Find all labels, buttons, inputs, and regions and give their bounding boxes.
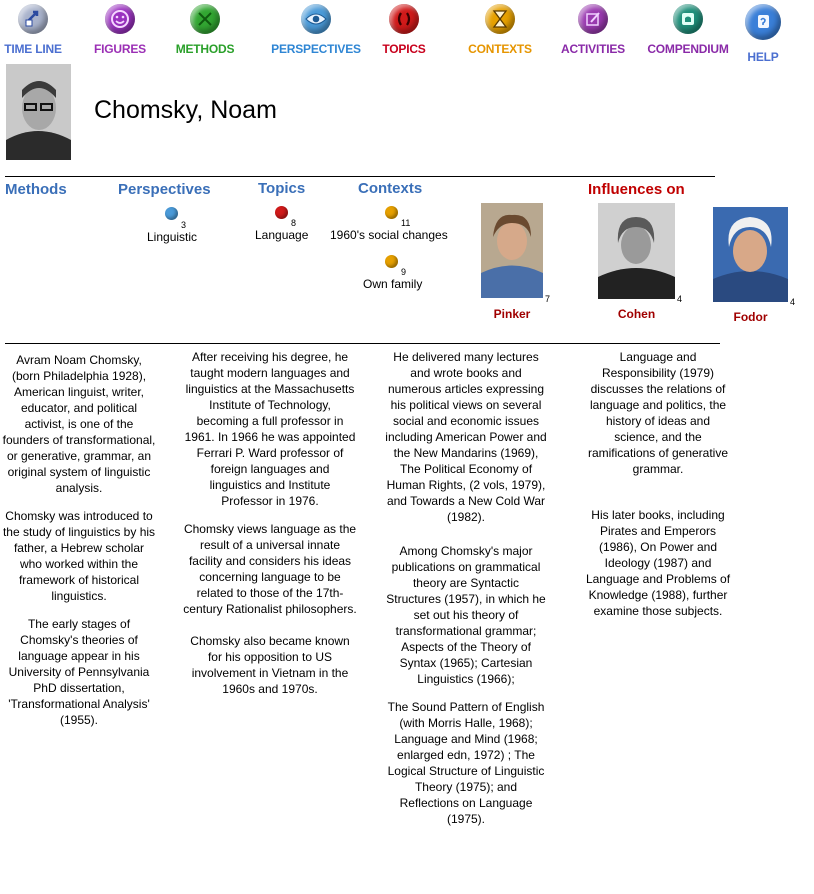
influence-name: Cohen	[617, 307, 656, 321]
nav-figures[interactable]	[88, 4, 152, 56]
influence-name: Pinker	[493, 307, 531, 321]
influence-count: 4	[790, 297, 796, 307]
pinker-photo	[481, 203, 543, 298]
nav-timeline[interactable]	[0, 4, 66, 56]
nav-activities[interactable]	[558, 4, 628, 56]
spiral-icon	[389, 4, 419, 34]
portrait-photo	[6, 64, 71, 160]
contexts-heading[interactable]: Contexts	[358, 180, 423, 197]
nav-activities-label: ACTIVITIES	[560, 42, 625, 56]
pencil-icon	[578, 4, 608, 34]
context-count: 9	[401, 267, 407, 277]
bio-column-1	[2, 352, 156, 740]
bio-paragraph: Chomsky was introduced to the study of linguistics by his father, a Hebrew scholar who worked within the framework of historical linguistics.	[2, 509, 156, 603]
context-label: 1960's social changes	[330, 228, 448, 242]
bio-column-2	[183, 349, 357, 709]
topic-label: Language	[255, 228, 309, 242]
cross-arrows-icon	[190, 4, 220, 34]
topic-count: 8	[291, 218, 297, 228]
nav-perspectives-label: PERSPECTIVES	[271, 42, 361, 56]
fodor-photo	[713, 207, 788, 302]
hourglass-icon	[385, 206, 398, 219]
divider-bottom	[5, 343, 720, 344]
bio-paragraph: Among Chomsky's major publications on grammatical theory are Syntactic Structures (1957), in which he set out his theory of transformational grammar; Aspects of the Theory of Syntax (1965); Cartesian Linguistics (1966);	[386, 544, 546, 686]
nav-compendium[interactable]	[646, 4, 730, 56]
bio-paragraph: After receiving his degree, he taught modern languages and linguistics at the Massachusetts Institute of Technology, becoming a full professor in 1961. In 1966 he was appointed Ferrari P. Ward professor of foreign languages and linguistics and Institute Professor in 1976.	[184, 350, 356, 508]
person-name: Chomsky, Noam	[94, 96, 277, 124]
bio-paragraph: He delivered many lectures and wrote books and numerous articles expressing his political views on several social and economic issues including American Power and the New Mandarins (1969), The Political Economy of Human Rights, (2 vols, 1979), and Towards a New Cold War (1982).	[385, 350, 547, 524]
hourglass-icon	[485, 4, 515, 34]
nav-figures-label: FIGURES	[94, 42, 146, 56]
book-icon	[673, 4, 703, 34]
bio-paragraph: Chomsky views language as the result of a universal innate facility and considers his ideas concerning language to be related to those of the 17th-century Rationalist philosophers.	[183, 522, 357, 616]
nav-perspectives[interactable]	[270, 4, 362, 56]
nav-contexts-label: CONTEXTS	[468, 42, 532, 56]
nav-timeline-label: TIME LINE	[4, 42, 62, 56]
nav-contexts[interactable]	[466, 4, 534, 56]
bio-column-3	[385, 349, 547, 839]
bio-paragraph: Avram Noam Chomsky, (born Philadelphia 1928), American linguist, writer, educator, and political activist, is one of the founders of transformational, or generative, grammar, an original system of linguistic analysis.	[2, 353, 156, 495]
help-icon	[745, 4, 781, 40]
nav-help[interactable]	[738, 4, 788, 64]
bio-paragraph: The early stages of Chomsky's theories of language appear in his University of Pennsylvania PhD dissertation, 'Transformational Analysis' (1955).	[8, 617, 150, 727]
bio-paragraph: Chomsky also became known for his opposition to US involvement in Vietnam in the 1960s and 1970s.	[190, 634, 350, 696]
perspective-count: 3	[181, 220, 187, 230]
topics-heading[interactable]: Topics	[258, 180, 306, 197]
nav-methods-label: METHODS	[175, 42, 235, 56]
perspective-label: Linguistic	[147, 230, 198, 244]
context-count: 11	[401, 218, 411, 228]
bio-paragraph: The Sound Pattern of English (with Morris Halle, 1968); Language and Mind (1968; enlarged edn, 1972) ; The Logical Structure of Linguistic Theory (1975); and Reflections on Language (1975).	[387, 700, 545, 826]
hourglass-icon	[385, 255, 398, 268]
perspectives-heading[interactable]: Perspectives	[118, 181, 211, 198]
influence-name: Fodor	[733, 310, 768, 324]
nav-methods[interactable]	[172, 4, 238, 56]
influence-count: 7	[545, 294, 551, 304]
influence-count: 4	[677, 294, 683, 304]
nav-compendium-label: COMPENDIUM	[647, 42, 729, 56]
smiley-icon	[105, 4, 135, 34]
nav-help-label: HELP	[747, 50, 779, 64]
spiral-icon	[275, 206, 288, 219]
nav-topics[interactable]	[376, 4, 432, 56]
divider-top	[5, 176, 715, 177]
cohen-photo	[598, 203, 675, 299]
bio-paragraph: Language and Responsibility (1979) discusses the relations of language and politics, the history of ideas and science, and the ramifications of generative grammar.	[587, 350, 729, 476]
timeline-icon	[18, 4, 48, 34]
methods-heading[interactable]: Methods	[5, 181, 67, 198]
nav-topics-label: TOPICS	[382, 42, 426, 56]
influences-heading: Influences on	[588, 181, 685, 198]
context-label: Own family	[363, 277, 423, 291]
eye-icon	[165, 207, 178, 220]
bio-paragraph: His later books, including Pirates and Emperors (1986), On Power and Ideology (1987) and Language and Problems of Knowledge (1988), further examine those subjects.	[585, 508, 731, 618]
bio-column-4	[583, 349, 733, 631]
eye-icon	[301, 4, 331, 34]
